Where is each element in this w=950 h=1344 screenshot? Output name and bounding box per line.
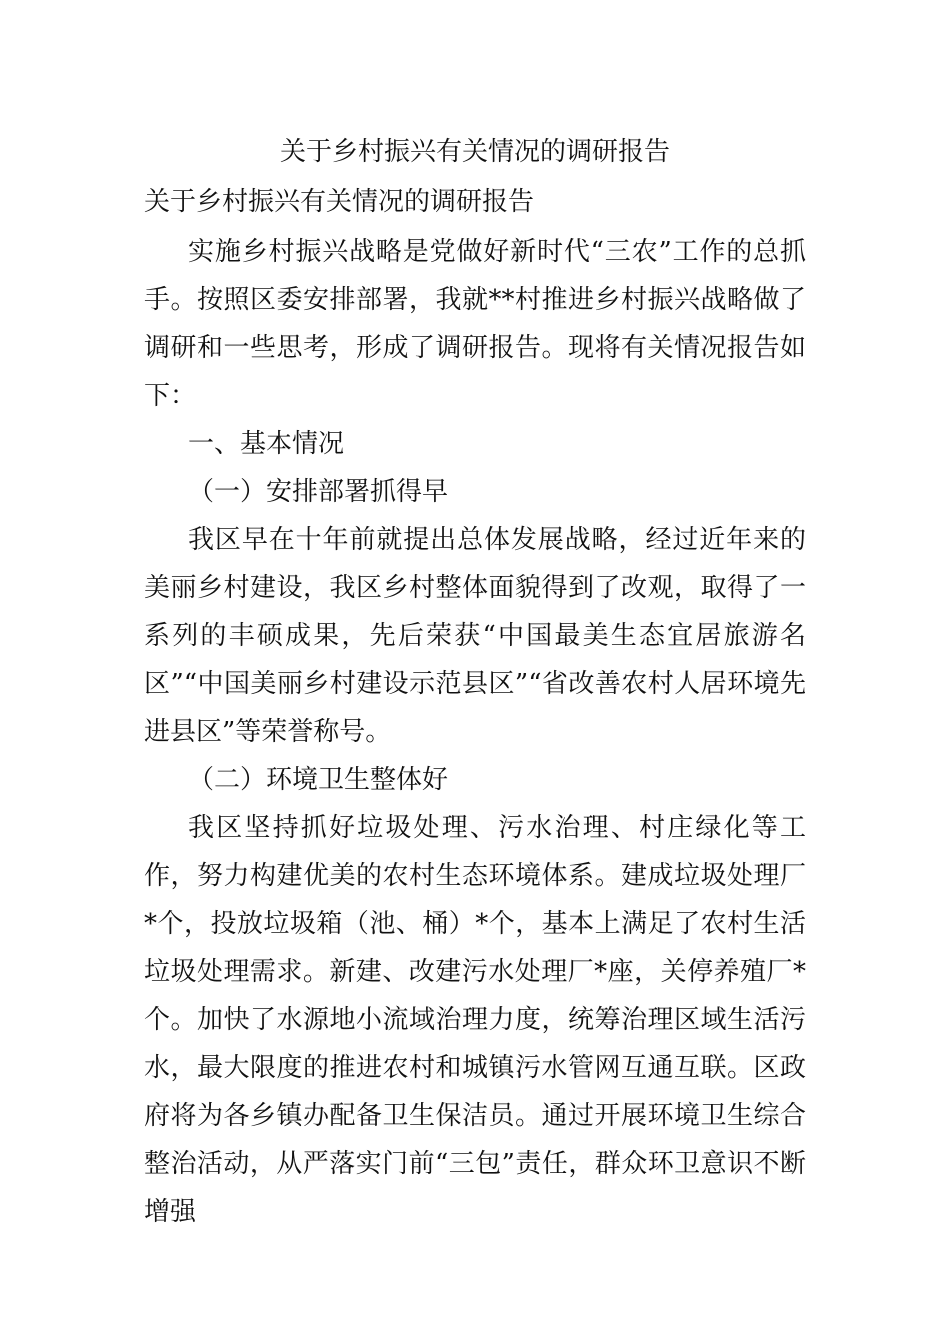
paragraph-environment: 我区坚持抓好垃圾处理、污水治理、村庄绿化等工作，努力构建优美的农村生态环境体系。建成垃圾处理厂*个，投放垃圾箱（池、桶）*个，基本上满足了农村生活垃圾处理需求。新建、改建污水处理厂*座，关停养殖厂*个。加快了水源地小流域治理力度，统筹治理区域生活污水，最大限度的推进农村和城镇污水管网互通互联。区政府将为各乡镇办配备卫生保洁员。通过开展环境卫生综合整治活动，从严落实门前“三包”责任，群众环卫意识不断增强 — [144, 813, 806, 1227]
subsection-heading-environment: （二）环境卫生整体好 — [188, 765, 449, 795]
document-title: 关于乡村振兴有关情况的调研报告 — [279, 137, 670, 167]
subsection-heading-arrangement: （一）安排部署抓得早 — [188, 477, 449, 507]
section-heading-basic-situation: 一、基本情况 — [188, 429, 345, 459]
document-subtitle: 关于乡村振兴有关情况的调研报告 — [144, 187, 535, 217]
paragraph-intro: 实施乡村振兴战略是党做好新时代“三农”工作的总抓手。按照区委安排部署，我就**村推进乡村振兴战略做了调研和一些思考，形成了调研报告。现将有关情况报告如下： — [144, 237, 806, 411]
document-body — [144, 178, 806, 1236]
paragraph-arrangement: 我区早在十年前就提出总体发展战略，经过近年来的美丽乡村建设，我区乡村整体面貌得到了改观，取得了一系列的丰硕成果，先后荣获“中国最美生态宜居旅游名区”“中国美丽乡村建设示范县区”“省改善农村人居环境先进县区”等荣誉称号。 — [144, 525, 806, 747]
